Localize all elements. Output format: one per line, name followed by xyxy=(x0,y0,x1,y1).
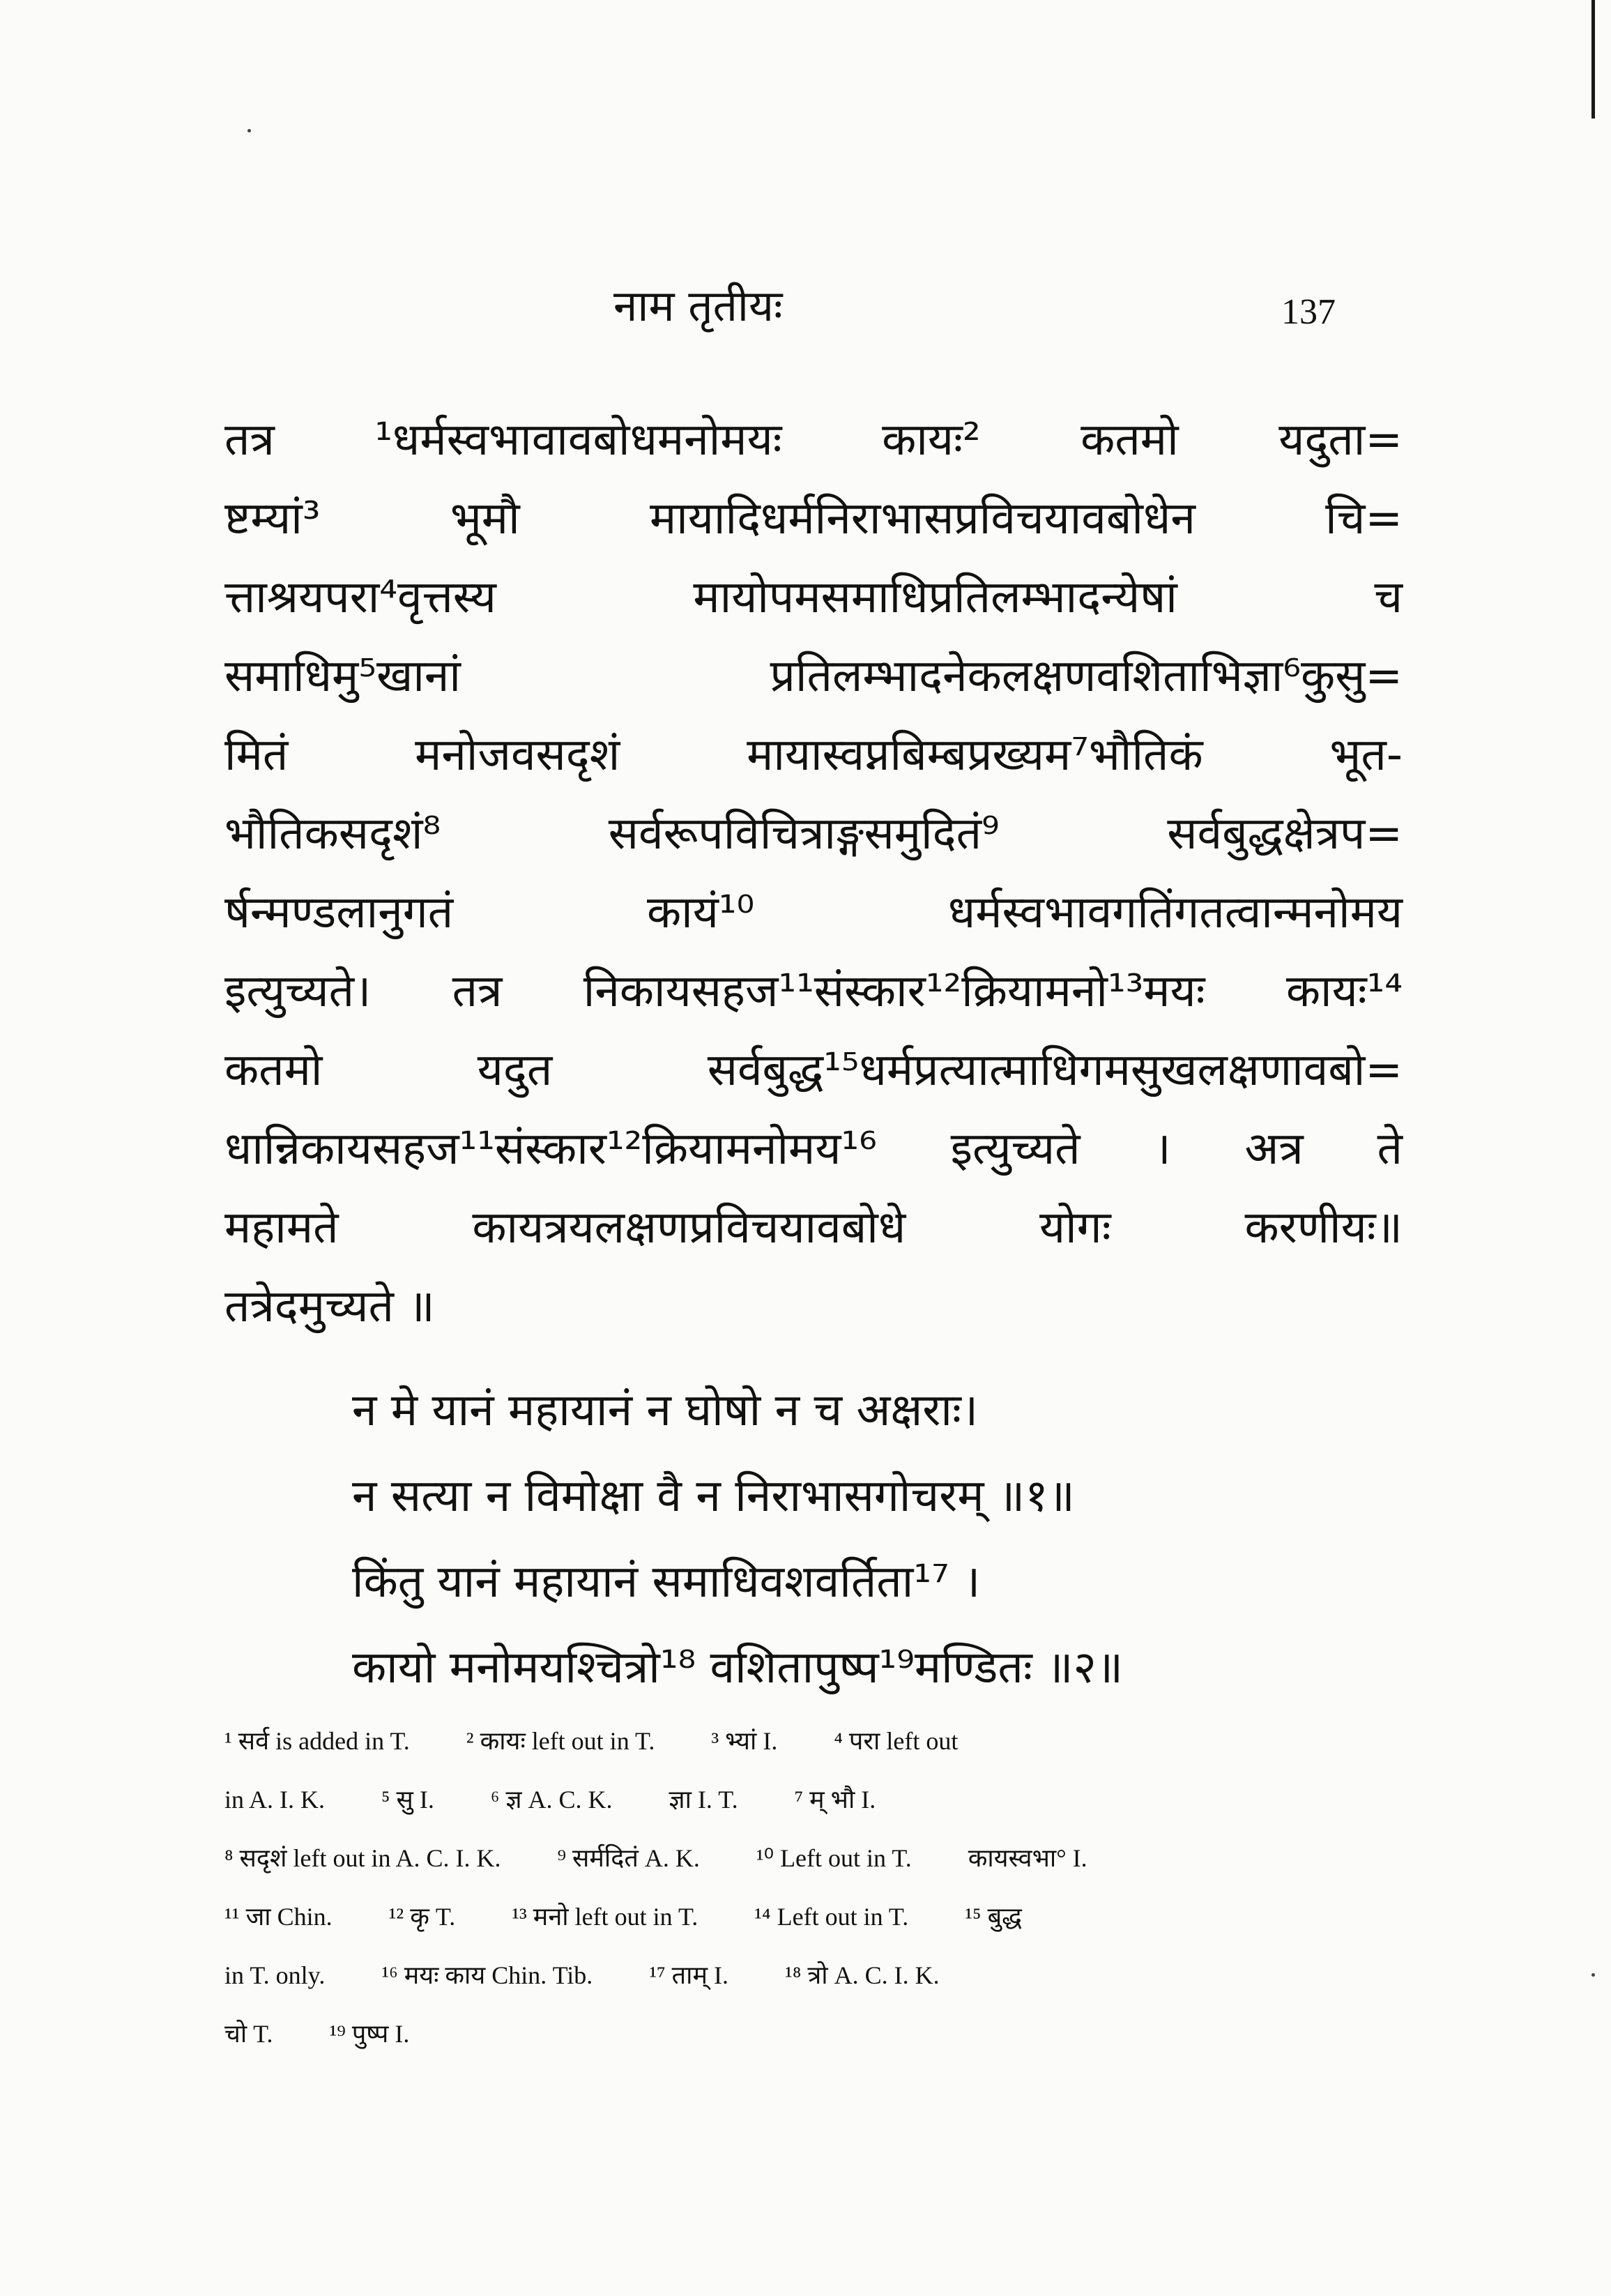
footnote: ⁵ सु I. xyxy=(381,1786,434,1814)
page-edge-line xyxy=(1591,0,1595,119)
footnotes xyxy=(224,1712,1389,2063)
prose-line: मितं मनोजवसदृशं मायास्वप्नबिम्बप्रख्यम⁷भौतिकं भूत- xyxy=(224,729,1403,781)
paper-speck xyxy=(1591,1973,1595,1977)
prose-line: महामते कायत्रयलक्षणप्रविचयावबोधे योगः करणीयः॥ xyxy=(224,1202,1403,1254)
footnote: ¹⁸ त्रो A. C. I. K. xyxy=(785,1961,940,1989)
footnote-line xyxy=(224,1770,1389,1829)
footnote: ¹⁹ पुष्प I. xyxy=(329,2020,410,2048)
footnote-line xyxy=(224,1946,1389,2005)
prose-line: कतमो यदुत सर्वबुद्ध¹⁵धर्मप्रत्यात्माधिगमसुखलक्षणावबो= xyxy=(224,1044,1403,1096)
footnote: ¹ सर्व is added in T. xyxy=(224,1727,410,1755)
running-head: नाम तृतीयः xyxy=(613,280,783,331)
prose-line: इत्युच्यते। तत्र निकायसहज¹¹संस्कार¹²क्रियामनो¹³मयः कायः¹⁴ xyxy=(224,966,1403,1017)
verse-line: किंतु यानं महायानं समाधिवशवर्तिता¹⁷ । xyxy=(352,1556,981,1608)
footnote: ¹⁰ Left out in T. xyxy=(756,1844,912,1872)
verse-line: न सत्या न विमोक्षा वै न निराभासगोचरम् ॥१॥ xyxy=(352,1470,1075,1522)
footnote: ⁹ सर्मदितं A. K. xyxy=(557,1844,700,1872)
footnote: ⁶ ज्ञ A. C. K. xyxy=(490,1786,613,1814)
footnote: ¹⁴ Left out in T. xyxy=(754,1903,909,1931)
prose-line: ष्टम्यां³ भूमौ मायादिधर्मनिराभासप्रविचयावबोधेन चि= xyxy=(224,493,1403,545)
verse-block xyxy=(352,1368,1384,1711)
footnote: ⁴ परा left out xyxy=(834,1727,959,1755)
footnote: in A. I. K. xyxy=(224,1786,325,1814)
footnote: ¹⁷ ताम् I. xyxy=(649,1961,729,1989)
prose-line: समाधिमु⁵खानां प्रतिलम्भादनेकलक्षणवशिताभिज्ञा⁶कुसु= xyxy=(224,651,1403,702)
footnote-line xyxy=(224,1829,1389,1887)
footnote-line xyxy=(224,1712,1389,1770)
prose-line: धान्निकायसहज¹¹संस्कार¹²क्रियामनोमय¹⁶ इत्युच्यते । अत्र ते xyxy=(224,1123,1403,1175)
page-number: 137 xyxy=(1281,292,1336,332)
footnote: ⁸ सदृशं left out in A. C. I. K. xyxy=(224,1844,501,1872)
verse-line: कायो मनोमयश्चित्रो¹⁸ वशितापुष्प¹⁹मण्डितः ॥२॥ xyxy=(352,1642,1124,1694)
footnote: चो T. xyxy=(224,2020,273,2048)
footnote: ¹³ मनो left out in T. xyxy=(512,1903,698,1931)
footnote: ⁷ म् भौ I. xyxy=(794,1786,876,1814)
footnote: ¹⁶ मयः काय Chin. Tib. xyxy=(381,1961,593,1989)
footnote: कायस्वभा° I. xyxy=(968,1844,1087,1872)
footnote: ¹¹ जा Chin. xyxy=(224,1903,333,1931)
prose-line: तत्रेदमुच्यते ॥ xyxy=(224,1281,435,1332)
paper-speck xyxy=(247,129,251,132)
prose-line: तत्र ¹धर्मस्वभावावबोधमनोमयः कायः² कतमो यदुता= xyxy=(224,414,1403,466)
footnote: ज्ञा I. T. xyxy=(669,1786,738,1814)
prose-line: र्षन्मण्डलानुगतं कायं¹⁰ धर्मस्वभावगतिंगतत्वान्मनोमय xyxy=(224,887,1403,938)
prose-block xyxy=(224,401,1403,1346)
verse-line: न मे यानं महायानं न घोषो न च अक्षराः। xyxy=(352,1385,979,1436)
prose-line: त्ताश्रयपरा⁴वृत्तस्य मायोपमसमाधिप्रतिलम्भादन्येषां च xyxy=(224,572,1403,623)
footnote: ¹⁵ बुद्ध xyxy=(965,1903,1022,1931)
footnote: ³ भ्यां I. xyxy=(711,1727,778,1755)
footnote: ¹² कृ T. xyxy=(388,1903,456,1931)
footnote: in T. only. xyxy=(224,1961,326,1989)
footnote: ² कायः left out in T. xyxy=(466,1727,655,1755)
footnote-line xyxy=(224,1887,1389,1946)
footnote-line xyxy=(224,2005,1389,2063)
prose-line: भौतिकसदृशं⁸ सर्वरूपविचित्राङ्गसमुदितं⁹ सर्वबुद्धक्षेत्रप= xyxy=(224,808,1403,860)
